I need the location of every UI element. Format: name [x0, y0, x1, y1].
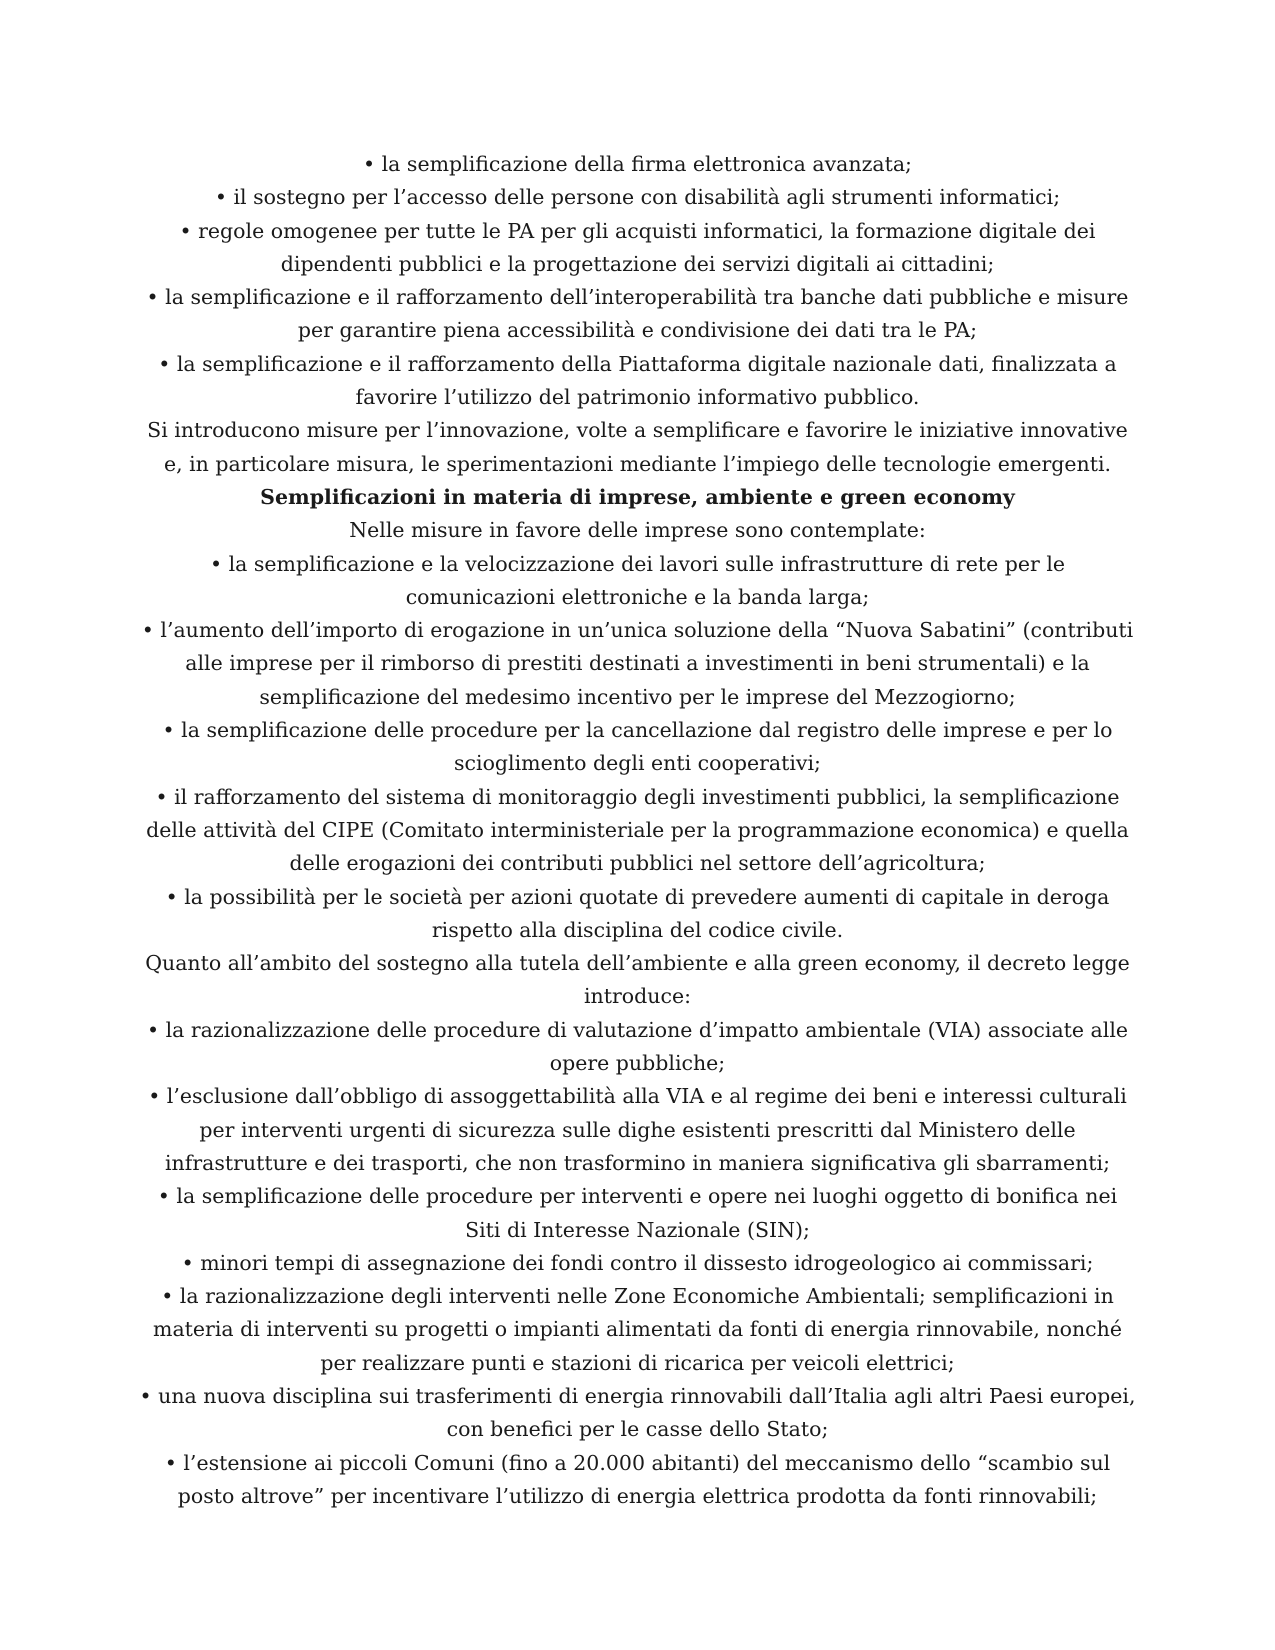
paragraph-misure-imprese: Nelle misure in favore delle imprese sono contemplate:	[349, 518, 926, 543]
bullet-bonifica-sin: • la semplificazione delle procedure per interventi e opere nei luoghi oggetto di bonifica nei Siti di Interesse Nazionale (SIN);	[157, 1184, 1118, 1242]
paragraph-ambiente-green-economy: Quanto all’ambito del sostegno alla tutela dell’ambiente e alla green economy, il decreto legge introduce:	[145, 951, 1130, 1009]
section-heading-imprese-ambiente: Semplificazioni in materia di imprese, ambiente e green economy	[260, 484, 1015, 509]
bullet-scambio-sul-posto: • l’estensione ai piccoli Comuni (fino a 20.000 abitanti) del meccanismo dello “scambio sul posto altrove” per incentivare l’utilizzo di energia elettrica prodotta da fonti rinnovabili;	[164, 1450, 1111, 1508]
paragraph-innovazione: Si introducono misure per l’innovazione, volte a semplificare e favorire le iniziative innovative e, in particolare misura, le sperimentazioni mediante l’impiego delle tecnologie emergenti.	[147, 418, 1128, 476]
bullet-accesso-disabilita: • il sostegno per l’accesso delle persone con disabilità agli strumenti informatici;	[214, 185, 1061, 210]
bullet-piattaforma-digitale: • la semplificazione e il rafforzamento della Piattaforma digitale nazionale dati, finalizzata a favorire l’utilizzo del patrimonio informativo pubblico.	[158, 351, 1117, 410]
bullet-registro-imprese: • la semplificazione delle procedure per la cancellazione dal registro delle imprese e per lo scioglimento degli enti cooperativi;	[162, 718, 1113, 776]
bullet-zone-economiche-ambientali: • la razionalizzazione degli interventi nelle Zone Economiche Ambientali; semplificazioni in materia di interventi su progetti o impianti alimentati da fonti di energia rinnovabile, nonché per realizzare punti e stazioni di ricarica per veicoli elettrici;	[153, 1284, 1122, 1375]
bullet-banda-larga: • la semplificazione e la velocizzazione dei lavori sulle infrastrutture di rete per le comunicazioni elettroniche e la banda larga;	[209, 551, 1066, 609]
bullet-aumenti-capitale: • la possibilità per le società per azioni quotate di prevedere aumenti di capitale in deroga rispetto alla disciplina del codice civile.	[165, 884, 1110, 942]
document-body	[138, 148, 1137, 1513]
bullet-interoperabilita-banche-dati: • la semplificazione e il rafforzamento dell’interoperabilità tra banche dati pubbliche e misure per garantire piena accessibilità e condivisione dei dati tra le PA;	[146, 285, 1129, 343]
bullet-firma-elettronica: • la semplificazione della firma elettronica avanzata;	[363, 152, 912, 176]
bullet-dighe: • l’esclusione dall’obbligo di assoggettabilità alla VIA e al regime dei beni e interessi culturali per interventi urgenti di sicurezza sulle dighe esistenti prescritti dal Ministero delle infrastrutture e dei trasporti, che non trasformino in maniera significativa gli sbarramenti;	[148, 1084, 1127, 1175]
bullet-regole-omogenee-pa: • regole omogenee per tutte le PA per gli acquisti informatici, la formazione digitale dei dipendenti pubblici e la progettazione dei servizi digitali ai cittadini;	[179, 218, 1096, 276]
bullet-valutazione-impatto: • la razionalizzazione delle procedure di valutazione d’impatto ambientale (VIA) associate alle opere pubbliche;	[146, 1017, 1129, 1076]
bullet-dissesto-idrogeologico: • minori tempi di assegnazione dei fondi contro il dissesto idrogeologico ai commissari;	[181, 1250, 1094, 1275]
bullet-nuova-sabatini: • l’aumento dell’importo di erogazione in un’unica soluzione della “Nuova Sabatini” (contributi alle imprese per il rimborso di prestiti destinati a investimenti in beni strumentali) e la semplificazione del medesimo incentivo per le imprese del Mezzogiorno;	[141, 618, 1134, 709]
bullet-trasferimenti-energia: • una nuova disciplina sui trasferimenti di energia rinnovabili dall’Italia agli altri Paesi europei, con benefici per le casse dello Stato;	[139, 1383, 1136, 1442]
bullet-monitoraggio-investimenti: • il rafforzamento del sistema di monitoraggio degli investimenti pubblici, la semplificazione delle attività del CIPE (Comitato interministeriale per la programmazione economica) e quella delle erogazioni dei contributi pubblici nel settore dell’agricoltura;	[146, 784, 1129, 876]
